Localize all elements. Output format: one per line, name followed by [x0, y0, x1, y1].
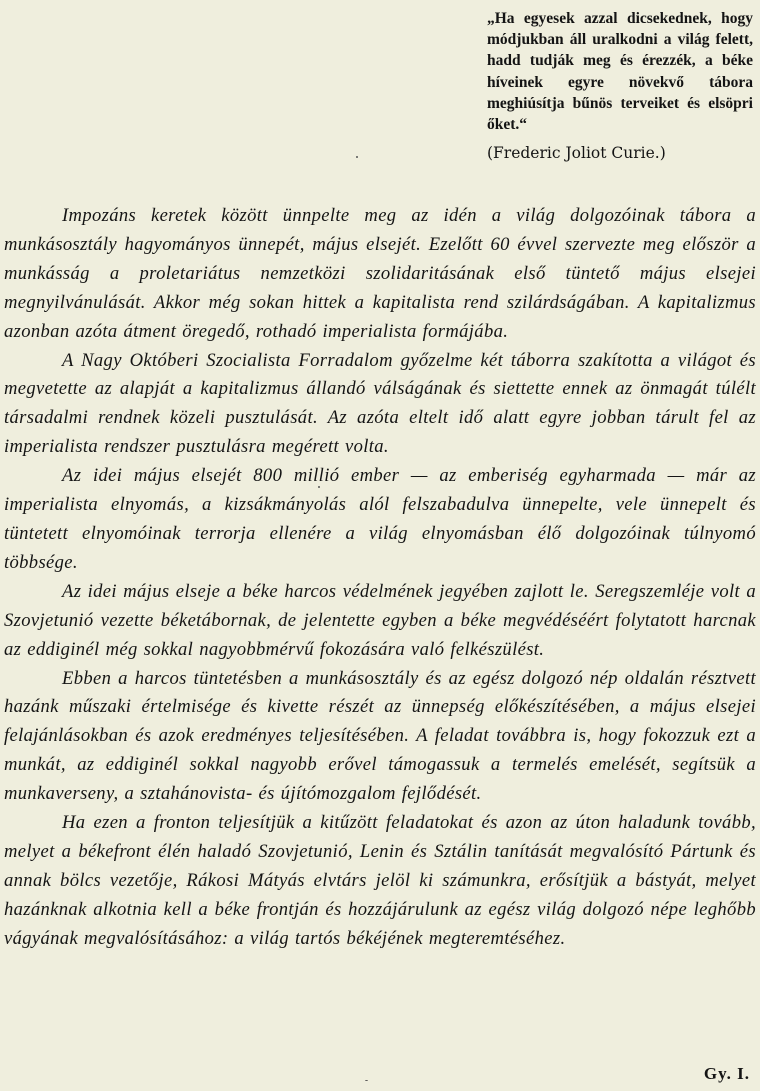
- epigraph-author: (Frederic Joliot Curie.): [487, 144, 666, 163]
- print-speck: [365, 1080, 368, 1081]
- paragraph-2: A Nagy Októberi Szocialista Forradalom győzelme két táborra szakította a világot és megvetette az alapját a kapitalizmus állandó válságának és siettette ennek az önmagát túlélt társadalmi rendnek közeli pusztulását. Az azóta eltelt idő alatt egyre jobban tárult fel az imperialista rendszer pusztulásra megérett volta.: [4, 349, 756, 458]
- paragraph-6: Ha ezen a fronton teljesítjük a kitűzött feladatokat és azon az úton haladunk tovább, melyet a békefront élén haladó Szovjetunió, Lenin és Sztálin tanítását megvalósító Pártunk és annak bölcs vezetője, Rákosi Mátyás elvtárs jelöl ki számunkra, erősítjük a bástyát, melyet hazánknak alkotnia kell a béke frontján és hozzájárulunk az egész világ dolgozó népe leghőbb vágyának megvalósításához: a világ tartós békéjének megteremtéséhez.: [4, 812, 756, 949]
- author-signature: Gy. I.: [703, 1064, 750, 1083]
- paragraph-3: Az idei május elsejét 800 millió ember — az emberiség egyharmada — már az imperialista elnyomás, a kizsákmányolás alól felszabadulva ünnepelte, vele ünnepelt és tüntetett elnyomóinak terrorja ellenére a világ elnyomásban élő dolgozóinak túlnyomó többsége.: [4, 465, 756, 573]
- epigraph-quote: „Ha egyesek azzal dicsekednek, hogy módjukban áll uralkodni a világ felett, hadd tudják meg és érezzék, a béke híveinek egyre növekvő tábora meghiúsítja bűnös terveiket és elsöpri őket.“: [487, 10, 753, 134]
- paragraph-1: Impozáns keretek között ünnpelte meg az idén a világ dolgozóinak tábora a munkásosztály hagyományos ünnepét, május elsejét. Ezelőtt 60 évvel szervezte meg először a munkásság a proletariátus nemzetközi szolidaritásának első tüntető május elsejei megnyilvánulását. Akkor még sokan hittek a kapitalista rend szilárdságában. A kapitalizmus azonban azóta átment öregedő, rothadó imperialista formájába.: [4, 205, 756, 342]
- epigraph: [487, 8, 753, 164]
- print-speck: [318, 486, 320, 488]
- print-speck: [356, 156, 358, 158]
- paragraph-4: Az idei május elseje a béke harcos védelmének jegyében zajlott le. Seregszemléje volt a Szovjetunió vezette béketábornak, de jelentette egyben a béke megvédéséért folytatott harcnak az eddiginél még sokkal nagyobbmérvű fokozására való felkészülést.: [4, 580, 756, 660]
- article-body: [4, 202, 756, 954]
- paragraph-5: Ebben a harcos tüntetésben a munkásosztály és az egész dolgozó nép oldalán résztvett hazánk műszaki értelmisége és kivette részét az ünnepség előkészítésében, a május elsejei felajánlásokban és azok eredményes teljesítésében. A feladat továbbra is, hogy fokozzuk ezt a munkát, az eddiginél sokkal nagyobb erővel támogassuk a termelés emelését, segítsük a munkaverseny, a sztahánovista- és újítómozgalom fejlődését.: [4, 667, 756, 805]
